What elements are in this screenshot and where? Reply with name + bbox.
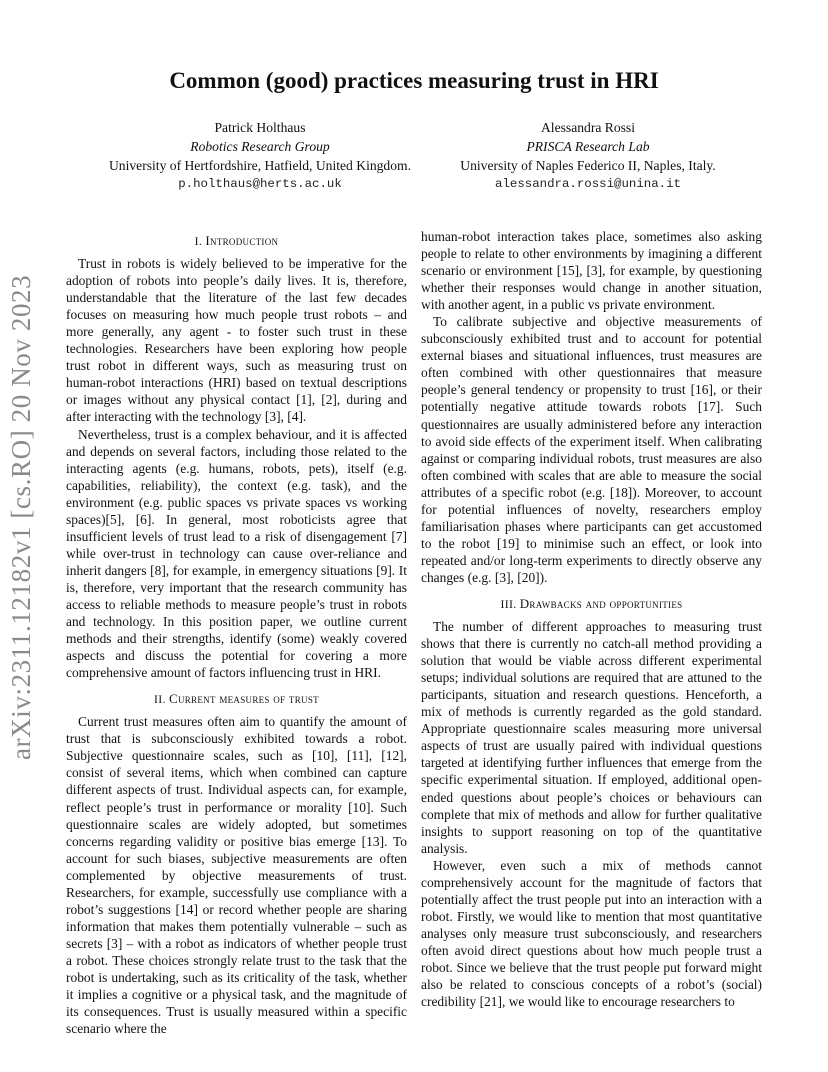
author-block-1 — [80, 118, 440, 194]
section-title: Drawbacks and opportunities — [519, 595, 683, 611]
arxiv-side-stamp: arXiv:2311.12182v1 [cs.RO] 20 Nov 2023 — [6, 274, 36, 760]
paragraph-drawbacks-1: The number of different approaches to measuring trust shows that there is currently no catch-all method providing a solution that would be viable across different experimental setups; individual solutions are required that are attuned to the participants, situation and research questions. Henceforth, a mix of methods is currently regarded as the gold standard. Appropriate questionnaire scales measuring more universal aspects of trust are usually paired with individual questions targeted at identifying further influences that emerge from the specific experimental situation. If employed, additional open-ended questions about people’s choices or behaviours can complete that mix of methods and allow for further qualitative insights to support reasoning on top of the quantitative analysis. — [421, 619, 762, 856]
section-heading-introduction — [66, 232, 407, 250]
paragraph-current-1: Current trust measures often aim to quantify the amount of trust that is subconsciously exhibited towards a robot. Subjective questionnaire scales, such as [10], [11], [12], consist of several items, which when combined can capture different aspects of trust. Individual aspects can, for example, reflect people’s trust in performance or morality [10]. Such questionnaire scales are widely adopted, but sometimes concerns regarding validity or positive bias emerge [13]. To account for such biases, subjective measurements are often complemented by objective measurements of trust. Researchers, for example, successfully use compliance with a robot’s suggestions [14] or record whether people are sharing information that makes them potentially vulnerable – such as secrets [3] – with a robot as indicators of whether people trust a robot. These choices strongly relate trust to the task that the robot is undertaking, such as its criticality of the task, whether it implies a cognitive or a physical task, and the magnitude of its consequences. Trust is usually measured within a specific scenario where the — [66, 714, 407, 1037]
section-title: Introduction — [205, 233, 279, 248]
paper-title: Common (good) practices measuring trust in HRI — [169, 68, 659, 93]
section-title: Current measures of trust — [169, 691, 319, 707]
author-name: Alessandra Rossi — [540, 120, 635, 135]
section-heading-drawbacks — [421, 595, 762, 613]
section-number: III. — [500, 596, 517, 611]
paragraph-current-1-continued: human-robot interaction takes place, sometimes also asking people to relate to other environments by imagining a different scenario or environment [15], [3], for example, by questioning whether their responses would change in another situation, with another agent, in a public vs private environment. — [421, 229, 762, 313]
author-block-2 — [408, 118, 768, 194]
paragraph-current-2: To calibrate subjective and objective measurements of subconsciously exhibited trust and to account for potential external biases and situational influences, trust measures are often combined with other questionnaires that measure people’s general tendency or propensity to trust [16], or their potentially negative attitude towards robots [17]. Such questionnaires are usually administered before any interaction to avoid side effects of the experiment itself. When calibrating against or comparing individual robots, trust measures are also often combined with scales that are able to measure the social attributes of a specific robot (e.g. [18]). Moreover, to account for potential influences of novelty, researchers employ familiarisation phases where participants can get accustomed to the robot [19] to minimise such an effect, or look into repeated and/or long-term experiments to directly observe any changes (e.g. [3], [20]). — [421, 314, 762, 585]
section-number: II. — [154, 692, 166, 707]
author-affiliation: University of Hertfordshire, Hatfield, United Kingdom. — [108, 158, 412, 173]
author-email[interactable]: p.holthaus@herts.ac.uk — [178, 177, 342, 191]
section-heading-current-measures — [66, 690, 407, 708]
paragraph-drawbacks-2: However, even such a mix of methods cannot comprehensively account for the magnitude of factors that potentially affect the trust people put into an interaction with a robot. Firstly, we would like to mention that most quantitative analyses only measure trust subconsciously, and researchers often avoid direct questions about how much people trust a robot. Since we believe that the trust people put forward might also be related to conscious concepts of a robot’s (social) credibility [21], we would like to encourage researchers to — [421, 857, 762, 1010]
author-group: PRISCA Research Lab — [526, 139, 650, 154]
paragraph-intro-1: Trust in robots is widely believed to be imperative for the adoption of robots into people’s daily lives. It is, therefore, understandable that the literature of the last few decades focuses on measuring how much people trust robots – and more generally, any agent - to foster such trust in these technologies. Researchers have been exploring how people trust robot in different ways, such as measuring trust on human-robot interactions (HRI) based on textual descriptions or images without any physical contact [1], [2], during and after interacting with the technology [3], [4]. — [66, 256, 407, 425]
author-email[interactable]: alessandra.rossi@unina.it — [495, 177, 681, 191]
author-group: Robotics Research Group — [190, 139, 330, 154]
section-number: I. — [194, 234, 203, 248]
paragraph-intro-2: Nevertheless, trust is a complex behaviour, and it is affected and depends on several factors, including those related to the interacting agents (e.g. humans, robots, pets), itself (e.g. capabilities, reliability), the context (e.g. task), and the environment (e.g. public spaces vs private spaces vs working spaces)[5], [6]. In general, most roboticists agree that insufficient levels of trust lead to a risk of disengagement [7] while over-trust in technology can cause over-reliance and inherit dangers [8], for example, in emergency situations [9]. It is, therefore, very important that the research community has access to reliable methods to measure people’s trust in robots and technology. In this position paper, we outline current methods and their strengths, identify (some) weakly covered aspects and discuss the potential for covering a more comprehensive amount of factors influencing trust in HRI. — [66, 426, 407, 681]
left-column — [66, 228, 407, 1037]
author-affiliation: University of Naples Federico II, Naples, Italy. — [460, 158, 716, 173]
right-column — [421, 228, 762, 1010]
author-name: Patrick Holthaus — [214, 120, 306, 135]
